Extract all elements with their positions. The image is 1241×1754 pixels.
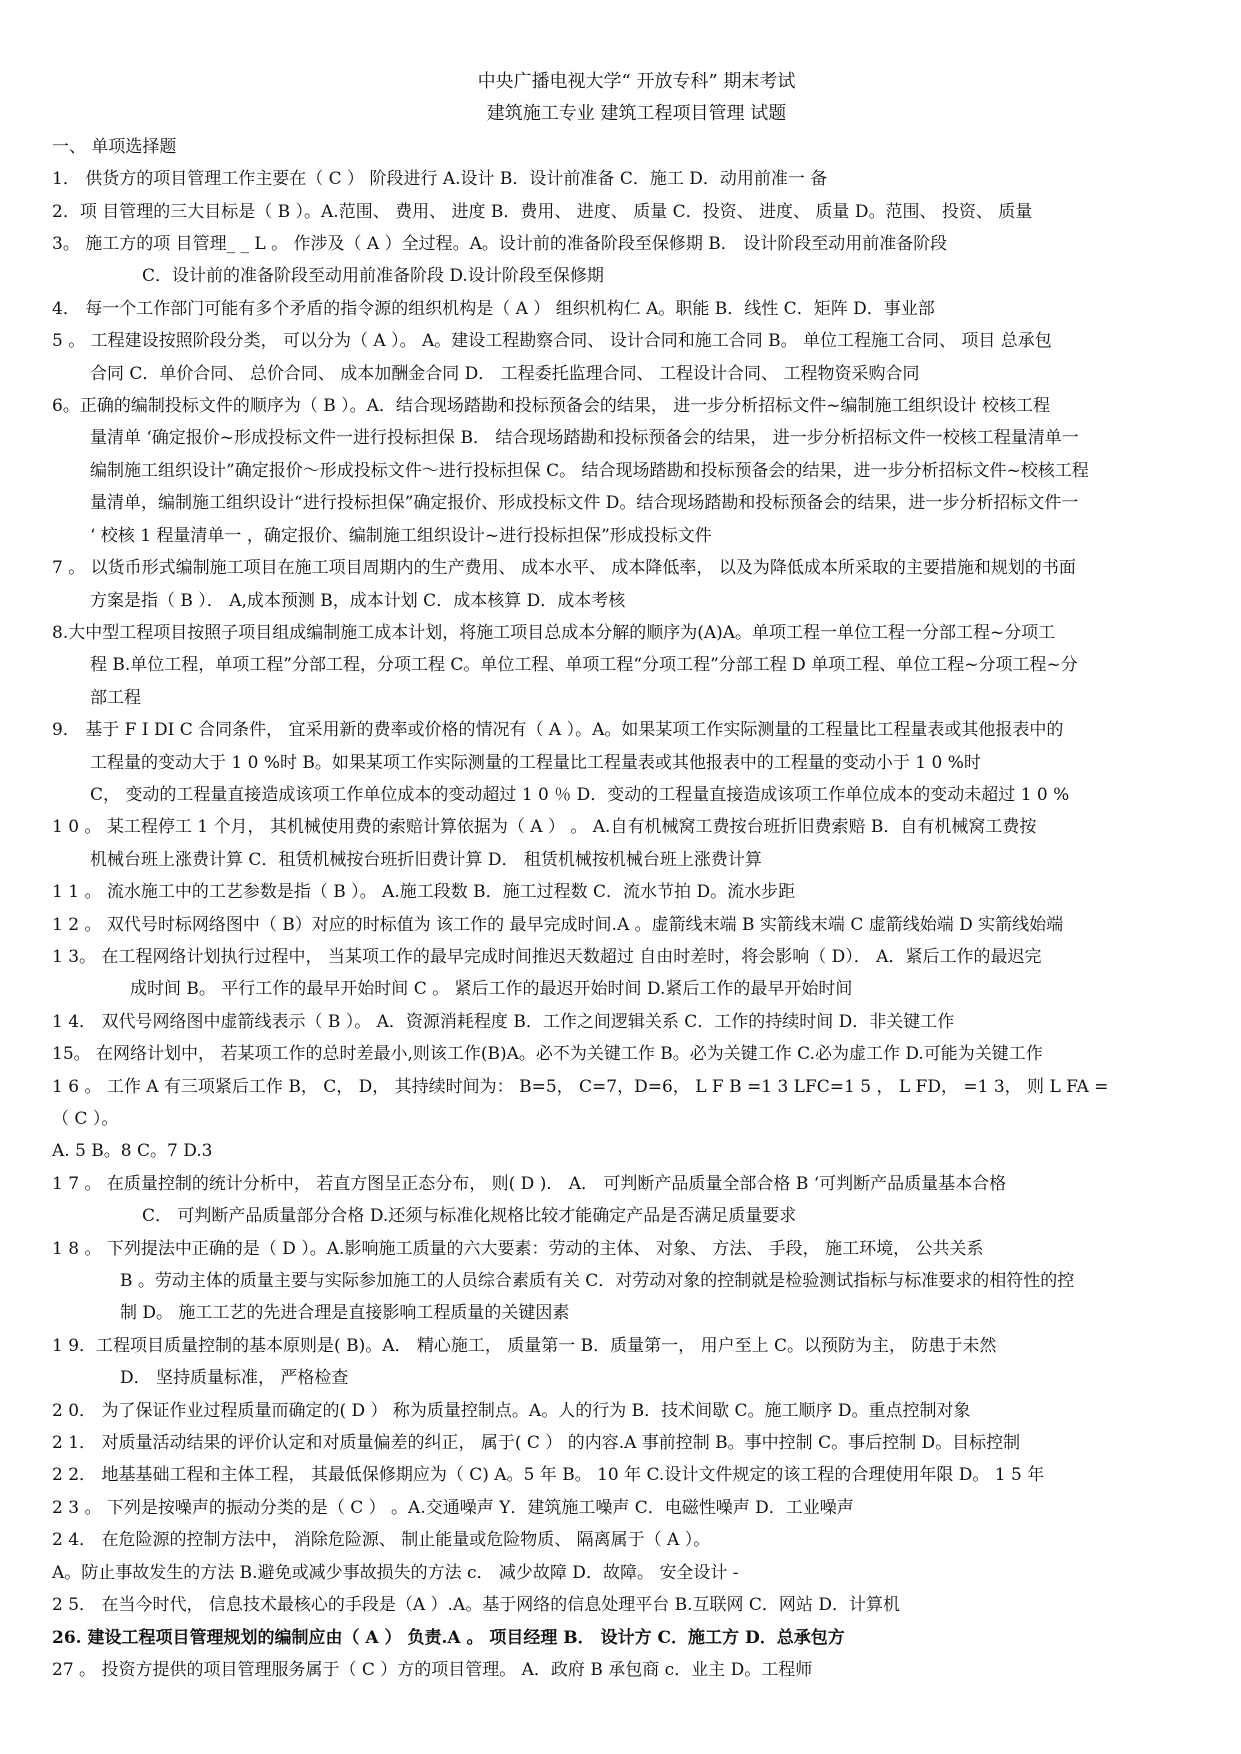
- question-line: 程 B.单位工程，单项工程”分部工程，分项工程 C。单位工程、单项工程“分项工程”分部工程 D 单项工程、单位工程~分项工程~分: [90, 655, 1078, 676]
- question-line: C． 可判断产品质量部分合格 D.还须与标准化规格比较才能确定产品是否满足质量要求: [142, 1206, 797, 1227]
- question-line: 27 。 投资方提供的项目管理服务属于（ C ）方的项目管理。 A．政府 B 承包商 c．业主 D。工程师: [52, 1659, 813, 1680]
- question-line: 4． 每一个工作部门可能有多个矛盾的指令源的组织机构是（ A ） 组织机构仁 A。职能 B．线性 C．矩阵 D．事业部: [52, 298, 935, 319]
- question-line: 1 7 。 在质量控制的统计分析中， 若直方图呈正态分布， 则( D )． A． 可判断产品质量全部合格 B ‘可判断产品质量基本合格: [52, 1173, 1007, 1194]
- question-line: 2 3 。 下列是按噪声的振动分类的是（ C ） 。A.交通噪声 Y．建筑施工噪声 C．电磁性噪声 D．工业噪声: [52, 1497, 854, 1518]
- question-line: 7 。 以货币形式编制施工项目在施工项目周期内的生产费用、 成本水平、 成本降低率， 以及为降低成本所采取的主要措施和规划的书面: [52, 558, 1076, 579]
- question-line: 1 1 。 流水施工中的工艺参数是指（ B ）。 A.施工段数 B．施工过程数 C．流水节拍 D。流水步距: [52, 882, 796, 903]
- question-line: 3。 施工方的项 目管理_ _ L 。 作涉及（ A ）全过程。A。设计前的准备阶段至保修期 B． 设计阶段至动用前准备阶段: [52, 234, 948, 255]
- question-line: 2．项 目管理的三大目标是（ B ）。A.范围、 费用、 进度 B．费用、 进度、 质量 C．投资、 进度、 质量 D。范围、 投资、 质量: [52, 201, 1033, 222]
- question-line: 5 。 工程建设按照阶段分类， 可以分为（ A ）。 A。建设工程勘察合同、 设计合同和施工合同 B。 单位工程施工合同、 项目 总承包: [52, 331, 1052, 352]
- question-line: 1 6 。 工作 A 有三项紧后工作 B， C， D， 其持续时间为： B=5， C=7，D=6， L F B =1 3 LFC=1 5 ， L FD， =1 3， 则 L FA =: [52, 1076, 1109, 1097]
- question-line: 2 4． 在危险源的控制方法中， 消除危险源、 制止能量或危险物质、 隔离属于（ A ）。: [52, 1530, 711, 1551]
- question-line: 1 0 。 某工程停工 1 个月， 其机械使用费的索赔计算依据为（ A ） 。 A.自有机械窝工费按台班折旧费索赔 B．自有机械窝工费按: [52, 817, 1037, 838]
- question-line: 制 D。 施工工艺的先进合理是直接影响工程质量的关键因素: [120, 1303, 570, 1324]
- question-line: 2 1． 对质量活动结果的评价认定和对质量偏差的纠正， 属于( C ） 的内容.A 事前控制 B。事中控制 C。事后控制 D。目标控制: [52, 1433, 1021, 1454]
- question-line: 15。 在网络计划中， 若某项工作的总时差最小,则该工作(B)A。必不为关键工作 B。必为关键工作 C.必为虚工作 D.可能为关键工作: [52, 1044, 1043, 1065]
- question-line: 2 0． 为了保证作业过程质量而确定的( D ） 称为质量控制点。A。人的行为 B．技术间歇 C。施工顺序 D。重点控制对象: [52, 1400, 971, 1421]
- question-line: （ C ）。: [52, 1109, 119, 1129]
- question-line: ‘ 校核 1 程量清单一 ，确定报价、编制施工组织设计~进行投标担保”形成投标文件: [90, 525, 712, 546]
- question-line: 1 3。 在工程网络计划执行过程中， 当某项工作的最早完成时间推迟天数超过 自由时差时，将会影响（ D）． A．紧后工作的最迟完: [52, 946, 1042, 967]
- question-line: 1 2 。 双代号时标网络图中（ B）对应的时标值为 该工作的 最早完成时间.A 。虚箭线末端 B 实箭线末端 C 虚箭线始端 D 实箭线始端: [52, 914, 1064, 935]
- question-line: 2 5． 在当今时代， 信息技术最核心的手段是（A ）.A。基于网络的信息处理平台 B.互联网 C．网站 D．计算机: [52, 1595, 900, 1616]
- question-line: 1 8 。 下列提法中正确的是（ D ）。A.影响施工质量的六大要素：劳动的主体、 对象、 方法、 手段， 施工环境， 公共关系: [52, 1238, 984, 1259]
- question-line: A. 5 B。8 C。7 D.3: [52, 1141, 213, 1162]
- exam-subtitle: 建筑施工专业 建筑工程项目管理 试题: [486, 103, 787, 125]
- question-line: 量清单 ‘确定报价~形成投标文件一进行投标担保 B． 结合现场踏勘和投标预备会的结果， 进一步分析招标文件一校核工程量清单一: [90, 428, 1079, 449]
- question-line: C．设计前的准备阶段至动用前准备阶段 D.设计阶段至保修期: [142, 266, 604, 287]
- question-line: 方案是指（ B ）． A,成本预测 B，成本计划 C．成本核算 D．成本考核: [90, 590, 626, 611]
- question-line: A。防止事故发生的方法 B.避免或减少事故损失的方法 c． 减少故障 D．故障。 安全设计 -: [52, 1562, 739, 1583]
- question-line: 量清单，编制施工组织设计“进行投标担保”确定报价、形成投标文件 D。结合现场踏勘和投标预备会的结果，进一步分析招标文件一: [90, 493, 1079, 514]
- question-line: 1 4． 双代号网络图中虚箭线表示（ B ）。 A．资源消耗程度 B．工作之间逻辑关系 C．工作的持续时间 D．非关键工作: [52, 1011, 955, 1032]
- question-line: 工程量的变动大于 1 0 %时 B。如果某项工作实际测量的工程量比工程量表或其他报表中的工程量的变动小于 1 0 %时: [90, 752, 981, 773]
- question-line: 2 2． 地基基础工程和主体工程， 其最低保修期应为（ C) A。5 年 B。 10 年 C.设计文件规定的该工程的合理使用年限 D。 1 5 年: [52, 1465, 1045, 1486]
- question-line: D． 坚持质量标准， 严格检查: [120, 1368, 349, 1389]
- question-line: 部工程: [90, 687, 141, 708]
- question-line: 机械台班上涨费计算 C．租赁机械按台班折旧费计算 D． 租赁机械按机械台班上涨费计算: [90, 849, 762, 870]
- question-line: B 。劳动主体的质量主要与实际参加施工的人员综合素质有关 C．对劳动对象的控制就是检验测试指标与标准要求的相符性的控: [120, 1271, 1075, 1292]
- question-line: C， 变动的工程量直接造成该项工作单位成本的变动超过 1 0 ％ D．变动的工程量直接造成该项工作单位成本的变动未超过 1 0 %: [90, 784, 1070, 805]
- question-line: 9． 基于 F I DI C 合同条件， 宜采用新的费率或价格的情况有（ A ）。A。如果某项工作实际测量的工程量比工程量表或其他报表中的: [52, 720, 1064, 741]
- question-line: 1． 供货方的项目管理工作主要在（ C ） 阶段进行 A.设计 B．设计前准备 C．施工 D．动用前准一 备: [52, 169, 828, 190]
- question-line: 6。正确的编制投标文件的顺序为（ B ）。A．结合现场踏勘和投标预备会的结果， 进一步分析招标文件~编制施工组织设计 校核工程: [52, 396, 1050, 417]
- question-line: 合同 C．单价合同、 总价合同、 成本加酬金合同 D． 工程委托监理合同、 工程设计合同、 工程物资采购合同: [90, 363, 920, 384]
- question-line: 1 9．工程项目质量控制的基本原则是( B)。A． 精心施工， 质量第一 B．质量第一， 用户至上 C。以预防为主， 防患于未然: [52, 1335, 997, 1356]
- question-line: 26. 建设工程项目管理规划的编制应由（ A ） 负责.A 。 项目经理 B． 设计方 C．施工方 D．总承包方: [52, 1627, 845, 1648]
- exam-title: 中央广播电视大学“ 开放专科” 期末考试: [477, 71, 796, 92]
- question-line: 8.大中型工程项目按照子项目组成编制施工成本计划，将施工项目总成本分解的顺序为(A)A。单项工程一单位工程一分部工程~分项工: [52, 622, 1056, 643]
- question-line: 编制施工组织设计”确定报价～形成投标文件～进行投标担保 C。 结合现场踏勘和投标预备会的结果，进一步分析招标文件~校核工程: [90, 460, 1089, 481]
- section-heading: 一、 单项选择题: [52, 136, 177, 157]
- question-line: 成时间 B。 平行工作的最早开始时间 C 。 紧后工作的最迟开始时间 D.紧后工作的最早开始时间: [130, 979, 853, 1000]
